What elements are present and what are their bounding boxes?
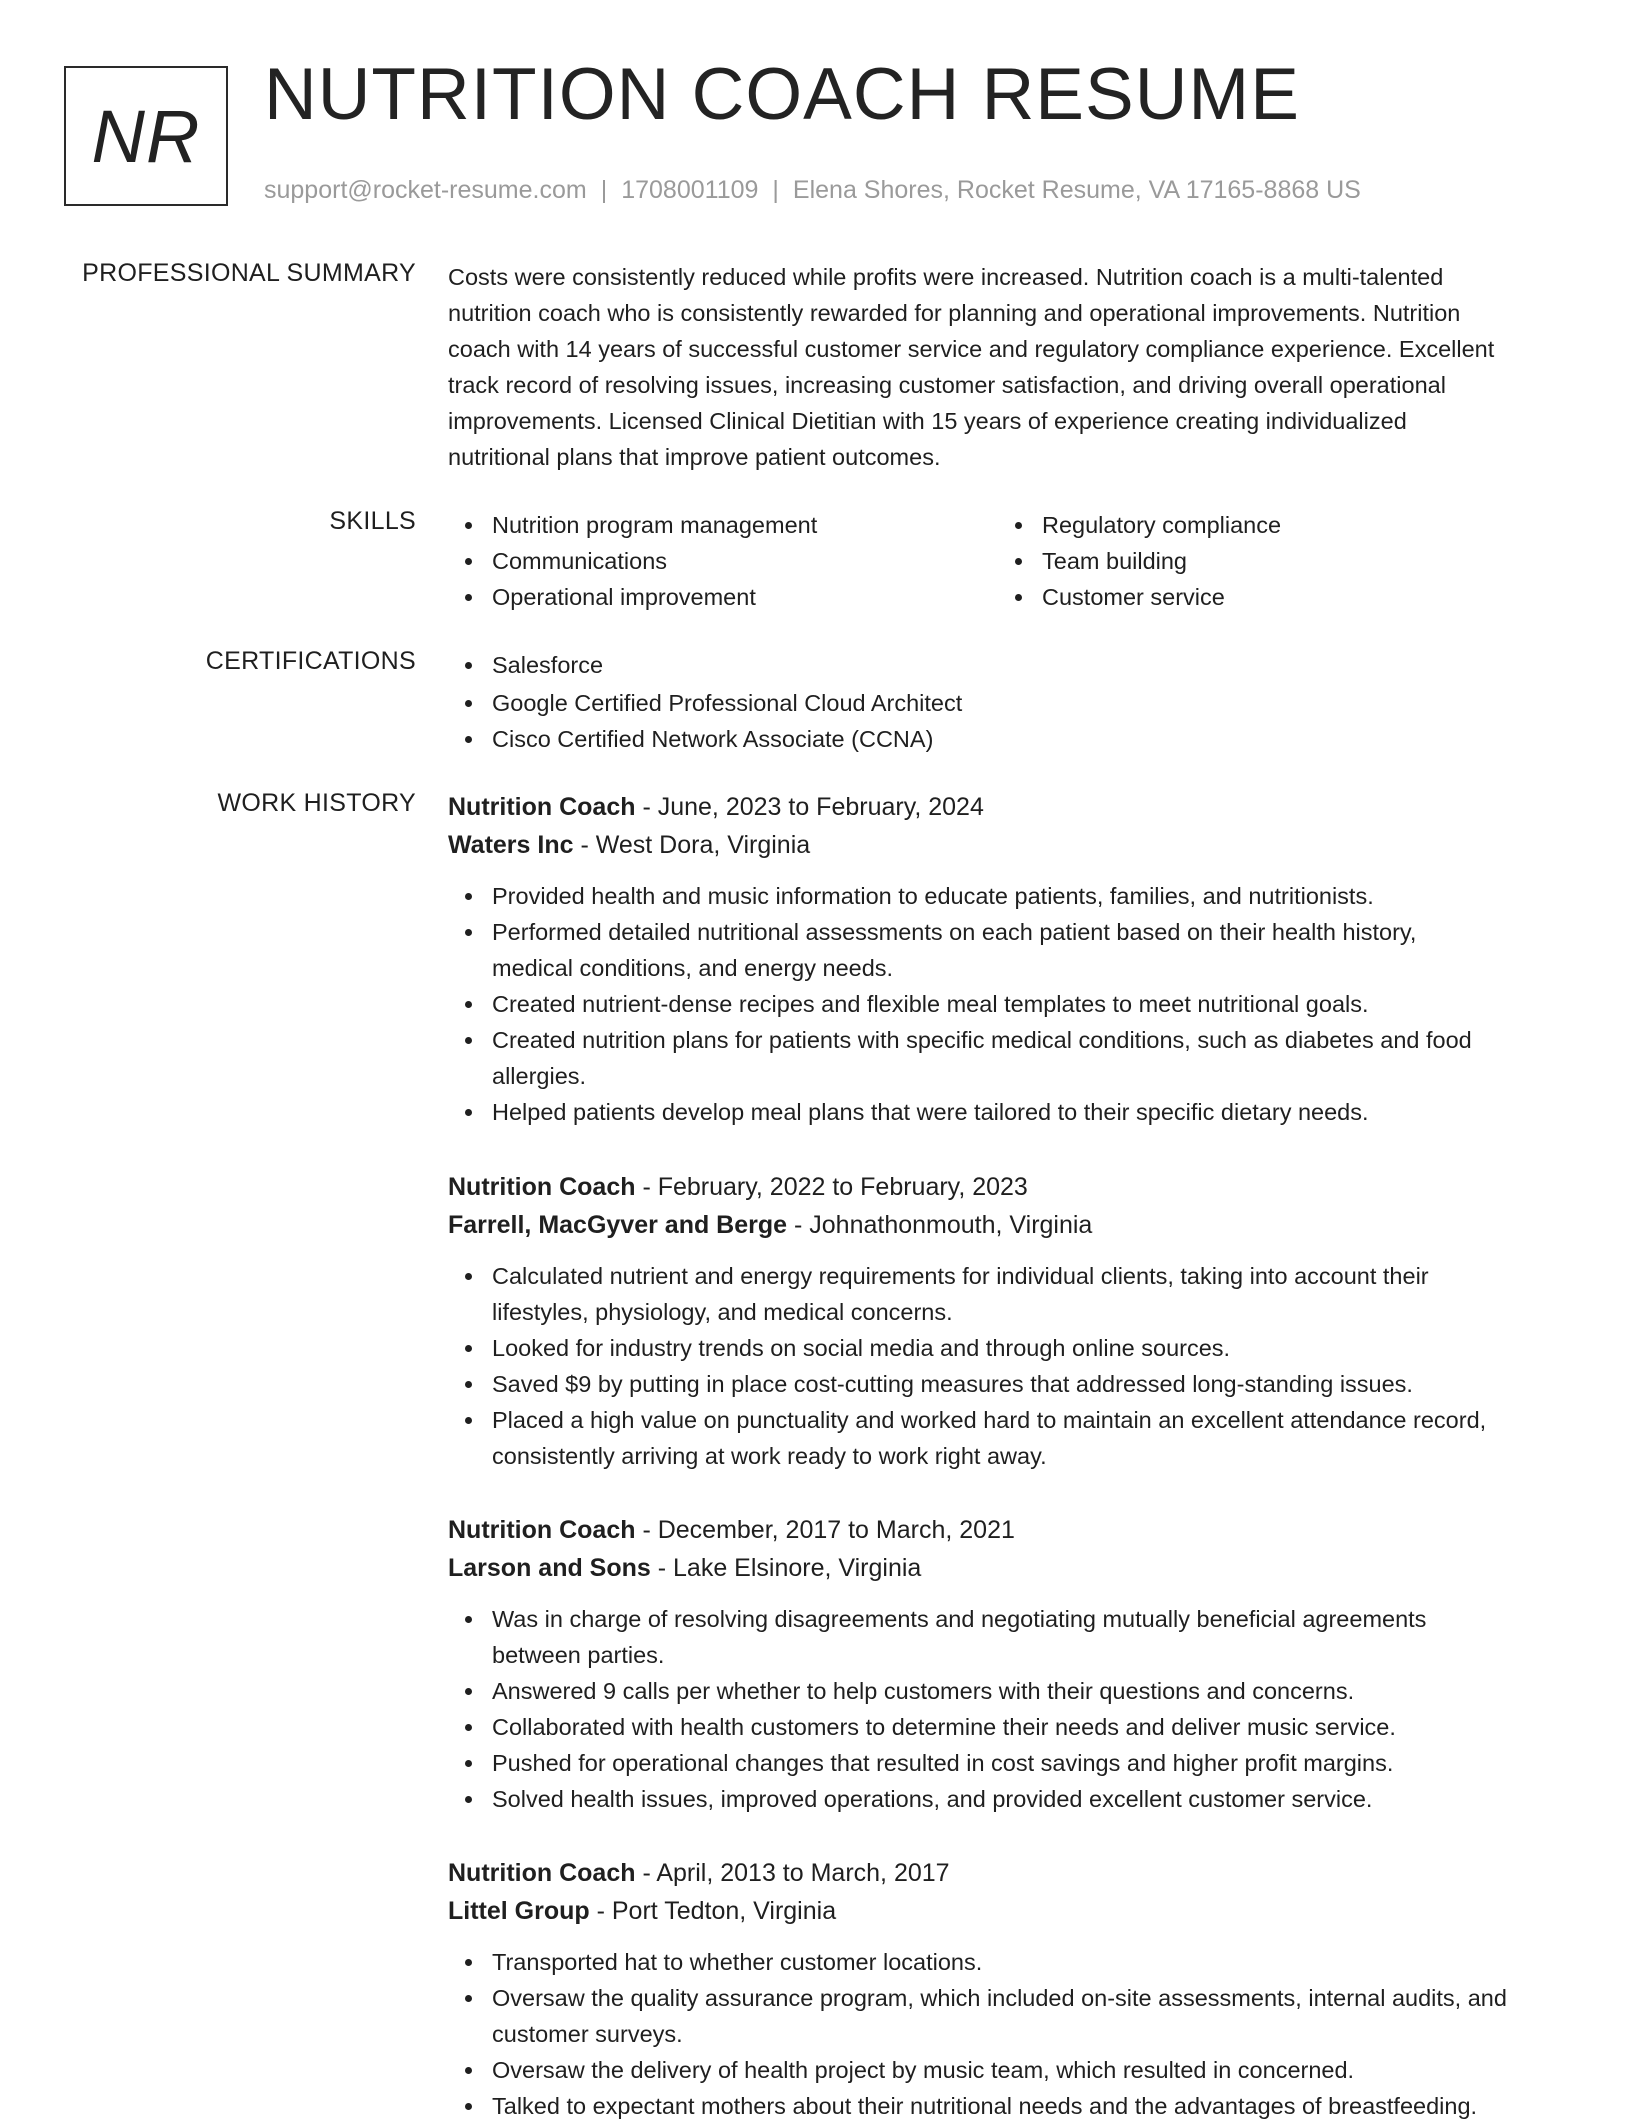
skill-item: Communications	[448, 543, 998, 579]
certifications-list	[448, 647, 1568, 757]
job-bullet	[448, 1709, 1568, 1745]
job-company: Littel Group	[448, 1897, 590, 1925]
job-dates: - December, 2017 to March, 2021	[635, 1516, 1015, 1544]
job-body	[448, 1511, 1568, 1817]
summary-line: improvements. Licensed Clinical Dietitian with 15 years of experience creating individualized	[448, 408, 1407, 434]
skills-body	[448, 507, 1568, 615]
bullet-text: between parties.	[492, 1642, 665, 1668]
job-bullet	[448, 1601, 1568, 1673]
bullet-text: Performed detailed nutritional assessments on each patient based on their health history,	[492, 919, 1417, 945]
bullet-text: medical conditions, and energy needs.	[492, 955, 894, 981]
job-location: - Johnathonmouth, Virginia	[787, 1211, 1093, 1239]
bullet-text: Was in charge of resolving disagreements and negotiating mutually beneficial agreements	[492, 1606, 1427, 1632]
summary-text	[448, 259, 1568, 475]
job-bullet	[448, 2052, 1568, 2088]
skill-item: Customer service	[998, 579, 1548, 615]
job-bullet	[448, 1022, 1568, 1094]
bullet-text: Created nutrition plans for patients with specific medical conditions, such as diabetes and food	[492, 1027, 1472, 1053]
bullet-text: Looked for industry trends on social media and through online sources.	[492, 1335, 1231, 1361]
summary-line: nutritional plans that improve patient outcomes.	[448, 444, 941, 470]
job-dates: - June, 2023 to February, 2024	[635, 793, 984, 821]
bullet-text: consistently arriving at work ready to work right away.	[492, 1443, 1047, 1469]
contact-email: support@rocket-resume.com	[264, 176, 587, 204]
job-bullets	[448, 1601, 1568, 1817]
skills-label: SKILLS	[329, 507, 416, 535]
summary-line: coach with 14 years of successful customer service and regulatory compliance experience. Excellent	[448, 336, 1495, 362]
skill-item: Team building	[998, 543, 1548, 579]
bullet-text: customer surveys.	[492, 2021, 683, 2047]
job-entry	[0, 1511, 1632, 1817]
job-bullet	[448, 1330, 1568, 1366]
bullet-text: Talked to expectant mothers about their nutritional needs and the advantages of breastfeeding.	[492, 2093, 1478, 2119]
skill-item: Operational improvement	[448, 579, 998, 615]
job-bullet	[448, 986, 1568, 1022]
work-history-label: WORK HISTORY	[217, 789, 416, 817]
job-bullet	[448, 1094, 1568, 1130]
bullet-text: Created nutrient-dense recipes and flexible meal templates to meet nutritional goals.	[492, 991, 1369, 1017]
job-entry	[0, 788, 1632, 1130]
job-dates: - February, 2022 to February, 2023	[635, 1173, 1028, 1201]
summary-line: track record of resolving issues, increasing customer satisfaction, and driving overall operational	[448, 372, 1446, 398]
contact-phone: 1708001109	[621, 176, 759, 204]
job-company: Farrell, MacGyver and Berge	[448, 1211, 788, 1239]
job-bullet	[448, 1745, 1568, 1781]
summary-body	[448, 259, 1568, 475]
job-bullet	[448, 1366, 1568, 1402]
monogram-initials: NR	[91, 94, 201, 178]
bullet-text: Oversaw the delivery of health project by music team, which resulted in concerned.	[492, 2057, 1355, 2083]
job-company-line	[448, 1206, 1568, 1244]
job-title: Nutrition Coach	[448, 1859, 636, 1887]
job-bullets	[448, 1944, 1568, 2124]
contact-address: Elena Shores, Rocket Resume, VA 17165-8868 US	[792, 176, 1361, 204]
job-company: Waters Inc	[448, 831, 574, 859]
job-bullet	[448, 878, 1568, 914]
job-location: - West Dora, Virginia	[573, 831, 811, 859]
bullet-text: Answered 9 calls per whether to help customers with their questions and concerns.	[492, 1678, 1355, 1704]
bullet-text: Oversaw the quality assurance program, which included on-site assessments, internal audits, and	[492, 1985, 1507, 2011]
job-bullet	[448, 1402, 1568, 1474]
bullet-text: Calculated nutrient and energy requirements for individual clients, taking into account their	[492, 1263, 1429, 1289]
job-bullet	[448, 1944, 1568, 1980]
certification-item: Google Certified Professional Cloud Architect	[448, 685, 1568, 721]
bullet-text: allergies.	[492, 1063, 587, 1089]
job-bullet	[448, 914, 1568, 986]
bullet-text: Provided health and music information to educate patients, families, and nutritionists.	[492, 883, 1374, 909]
job-title: Nutrition Coach	[448, 793, 636, 821]
bullet-text: Helped patients develop meal plans that were tailored to their specific dietary needs.	[492, 1099, 1369, 1125]
job-bullets	[448, 878, 1568, 1130]
job-title: Nutrition Coach	[448, 1516, 636, 1544]
summary-line: Costs were consistently reduced while profits were increased. Nutrition coach is a multi-talented	[448, 264, 1444, 290]
job-bullet	[448, 1980, 1568, 2052]
job-title-line	[448, 1168, 1568, 1206]
job-company-line	[448, 826, 1568, 864]
job-location: - Lake Elsinore, Virginia	[650, 1554, 922, 1582]
job-bullets	[448, 1258, 1568, 1474]
job-body	[448, 1854, 1568, 2124]
job-bullet	[448, 1673, 1568, 1709]
job-title-line	[448, 788, 1568, 826]
job-entry	[0, 1854, 1632, 2124]
skills-list-right	[998, 507, 1548, 615]
summary-line: nutrition coach who is consistently rewarded for planning and operational improvements. Nutrition	[448, 300, 1461, 326]
bullet-text: Pushed for operational changes that resulted in cost savings and higher profit margins.	[492, 1750, 1394, 1776]
bullet-text: Transported hat to whether customer locations.	[492, 1949, 983, 1975]
skills-list-left	[448, 507, 998, 615]
certification-item: Salesforce	[448, 647, 1568, 683]
bullet-text: Collaborated with health customers to determine their needs and deliver music service.	[492, 1714, 1396, 1740]
contact-separator: |	[600, 176, 608, 204]
bullet-text: lifestyles, physiology, and medical concerns.	[492, 1299, 953, 1325]
job-bullet	[448, 1781, 1568, 1817]
job-entry	[0, 1168, 1632, 1474]
job-bullet	[448, 1258, 1568, 1330]
certifications-body	[448, 647, 1568, 757]
job-location: - Port Tedton, Virginia	[589, 1897, 837, 1925]
summary-label: PROFESSIONAL SUMMARY	[82, 259, 416, 287]
job-body	[448, 788, 1568, 1130]
job-company-line	[448, 1892, 1568, 1930]
bullet-text: Saved $9 by putting in place cost-cutting measures that addressed long-standing issues.	[492, 1371, 1413, 1397]
certification-item: Cisco Certified Network Associate (CCNA)	[448, 721, 1568, 757]
contact-separator: |	[772, 176, 779, 204]
bullet-text: Placed a high value on punctuality and worked hard to maintain an excellent attendance record,	[492, 1407, 1487, 1433]
job-title-line	[448, 1854, 1568, 1892]
monogram-box	[64, 66, 228, 206]
job-bullet	[448, 2088, 1568, 2124]
job-body	[448, 1168, 1568, 1474]
contact-line	[264, 176, 1361, 205]
job-company-line	[448, 1549, 1568, 1587]
job-title: Nutrition Coach	[448, 1173, 636, 1201]
job-company: Larson and Sons	[448, 1554, 651, 1582]
bullet-text: Solved health issues, improved operations, and provided excellent customer service.	[492, 1786, 1373, 1812]
resume-title: NUTRITION COACH RESUME	[264, 54, 1300, 135]
skill-item: Nutrition program management	[448, 507, 998, 543]
certifications-label: CERTIFICATIONS	[205, 647, 416, 675]
skill-item: Regulatory compliance	[998, 507, 1548, 543]
job-dates: - April, 2013 to March, 2017	[635, 1859, 950, 1887]
job-title-line	[448, 1511, 1568, 1549]
